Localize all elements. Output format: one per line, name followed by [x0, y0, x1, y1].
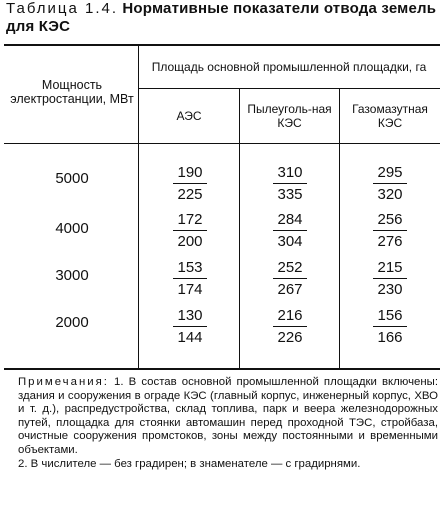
numerator: 216 [277, 307, 303, 324]
numerator: 295 [377, 164, 403, 181]
header-sub-rule [138, 88, 440, 89]
cell-gas-4000 [360, 210, 420, 251]
notes-label: Примечания: [18, 376, 109, 388]
denominator: 276 [377, 233, 403, 250]
column-divider-1 [138, 45, 139, 369]
numerator: 153 [177, 259, 203, 276]
denominator: 320 [377, 186, 403, 203]
denominator: 304 [277, 233, 303, 250]
denominator: 267 [277, 281, 303, 298]
cell-gas-3000 [360, 258, 420, 299]
cell-gas-5000 [360, 163, 420, 204]
cell-coal-5000 [260, 163, 320, 204]
note-2 [6, 458, 438, 472]
column-divider-2 [239, 89, 240, 369]
header-col-coal: Пылеуголь-ная КЭС [247, 102, 332, 130]
table-bottom-rule [4, 368, 440, 370]
cell-coal-3000 [260, 258, 320, 299]
denominator: 226 [277, 329, 303, 346]
cell-aes-3000 [160, 258, 220, 299]
note-1-text: 1. В состав основной промышленной площадки включены: здания и сооружения в ограде КЭС (главный корпус, инженерный корпус, ХВО и т. д.), распредустройства, склад топлива, парк и веера железнодорожных путей, площадка для стоянки автомашин перед проходной ТЭС, стройбаза, очистные сооружения промстоков, зоны между постоянными и временными объектами. [18, 376, 438, 456]
numerator: 284 [277, 211, 303, 228]
numerator: 156 [377, 307, 403, 324]
cell-gas-2000 [360, 306, 420, 347]
denominator: 174 [177, 281, 203, 298]
denominator: 225 [177, 186, 203, 203]
note-2-text: 2. В числителе — без градирен; в знаменателе — с градирнями. [18, 457, 361, 470]
denominator: 166 [377, 329, 403, 346]
table-notes [6, 376, 438, 471]
denominator: 230 [377, 281, 403, 298]
cell-coal-2000 [260, 306, 320, 347]
numerator: 252 [277, 259, 303, 276]
numerator: 190 [177, 164, 203, 181]
row-power-2000: 2000 [55, 314, 89, 331]
numerator: 215 [377, 259, 403, 276]
header-col-gas: Газомазутная КЭС [352, 102, 428, 130]
cell-aes-4000 [160, 210, 220, 251]
header-bottom-rule [4, 143, 440, 144]
header-col-aes: АЭС [176, 109, 202, 123]
numerator: 256 [377, 211, 403, 228]
table-number: Таблица 1.4. [6, 0, 119, 17]
denominator: 200 [177, 233, 203, 250]
row-power-5000: 5000 [55, 170, 89, 187]
numerator: 172 [177, 211, 203, 228]
denominator: 335 [277, 186, 303, 203]
header-power: Мощность электростанции, МВт [10, 78, 134, 106]
table-caption [6, 0, 438, 36]
denominator: 144 [177, 329, 203, 346]
cell-coal-4000 [260, 210, 320, 251]
table-title: Нормативные показатели отвода земель для КЭС [6, 0, 437, 35]
note-1 [6, 376, 438, 458]
numerator: 130 [177, 307, 203, 324]
row-power-4000: 4000 [55, 220, 89, 237]
header-area-group: Площадь основной промышленной площадки, га [151, 60, 427, 74]
numerator: 310 [277, 164, 303, 181]
cell-aes-2000 [160, 306, 220, 347]
row-power-3000: 3000 [55, 267, 89, 284]
column-divider-3 [339, 89, 340, 369]
cell-aes-5000 [160, 163, 220, 204]
table-top-rule [4, 44, 440, 46]
